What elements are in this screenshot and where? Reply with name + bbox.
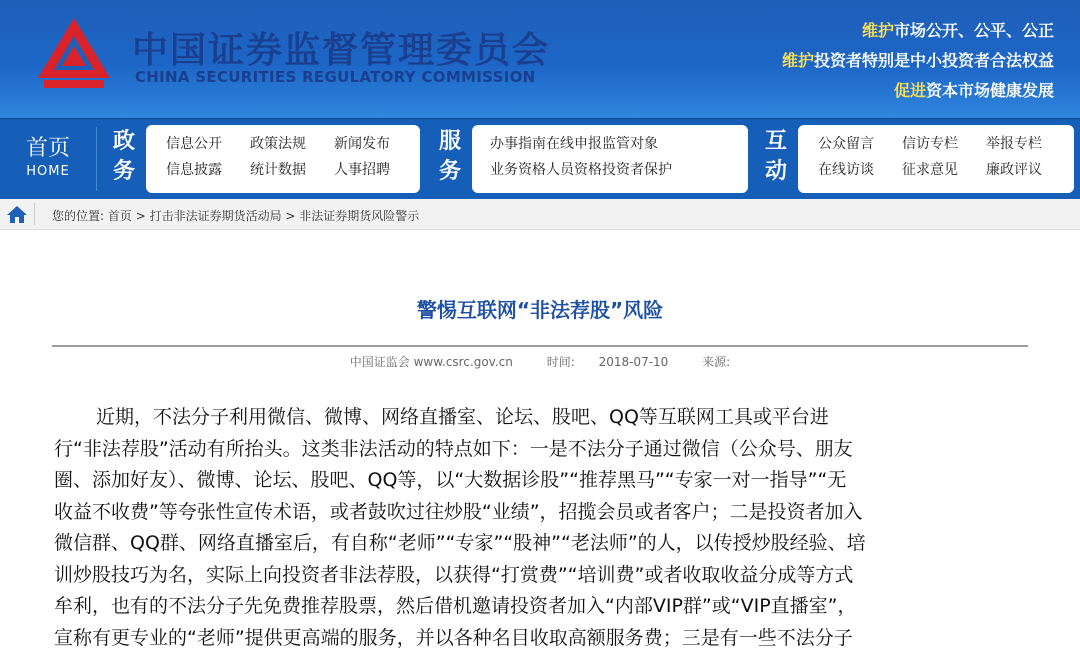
nav-link-touzizhebaohu[interactable]: 投资者保护 (602, 162, 672, 178)
nav-link-zhengcefagui[interactable]: 政策法规 (250, 133, 334, 153)
nav-link-renyuanzige[interactable]: 人员资格 (546, 162, 602, 178)
article-time: 时间: 2018-07-10 (537, 355, 679, 369)
breadcrumb-trail: 您的位置: 首页 > 打击非法证券期货活动局 > 非法证券期货风险警示 (52, 207, 419, 224)
nav-link-tongjishuju[interactable]: 统计数据 (250, 159, 334, 179)
nav-link-jubaozhuanlan[interactable]: 举报专栏 (986, 133, 1070, 153)
nav-link-zaixianshenbao[interactable]: 在线申报 (546, 136, 602, 152)
breadcrumb-prefix: 您的位置: (52, 209, 104, 223)
article-line: 宣称有更专业的“老师”提供更高端的服务，并以各种名目收取高额服务费；三是有一些不法分子 (54, 623, 1034, 654)
nav-link-banshizhinan[interactable]: 办事指南 (490, 136, 546, 152)
home-icon[interactable] (6, 204, 28, 224)
nav-home-button[interactable]: 首页 HOME (0, 119, 96, 199)
article-line: 训炒股技巧为名，实际上向投资者非法荐股，以获得“打赏费”“培训费”或者收取收益分成等方式 (54, 560, 1034, 592)
article-line: 行“非法荐股”活动有所抬头。这类非法活动的特点如下：一是不法分子通过微信（公众号、朋友 (54, 434, 1034, 466)
nav-link-xinxipilu[interactable]: 信息披露 (166, 159, 250, 179)
nav-section-label-zhengwu: 政 务 (106, 127, 142, 187)
nav-link-xinxigongkai[interactable]: 信息公开 (166, 133, 250, 153)
slogan-1: 维护市场公开、公平、公正 (782, 16, 1054, 46)
article-line: 圈、添加好友）、微博、论坛、股吧、QQ等，以“大数据诊股”“推荐黑马”“专家一对一指导”“无 (54, 465, 1034, 497)
site-title-en: CHINA SECURITIES REGULATORY COMMISSION (135, 68, 535, 86)
nav-link-zhengqiuyijian[interactable]: 征求意见 (902, 159, 986, 179)
nav-link-renshizhaopin[interactable]: 人事招聘 (334, 159, 418, 179)
slogans (782, 16, 1054, 106)
nav-link-zaixianfangtan[interactable]: 在线访谈 (818, 159, 902, 179)
nav-link-gongzhongliuyan[interactable]: 公众留言 (818, 133, 902, 153)
nav-section-label-hudong: 互 动 (758, 127, 794, 187)
nav-link-jianguanduixiang[interactable]: 监管对象 (602, 136, 658, 152)
nav-section-label-fuwu: 服 务 (432, 127, 468, 187)
nav-link-lianzhengpingyi[interactable]: 廉政评议 (986, 159, 1070, 179)
article-line: 近期，不法分子利用微信、微博、网络直播室、论坛、股吧、QQ等互联网工具或平台进 (54, 402, 1034, 434)
breadcrumb-item-home[interactable]: 首页 (108, 209, 132, 223)
article-body (54, 402, 1034, 654)
nav-link-xinwenfabu[interactable]: 新闻发布 (334, 133, 418, 153)
nav-divider (96, 127, 97, 191)
site-title-cn[interactable]: 中国证券监督管理委员会 (132, 22, 550, 73)
article-line: 牟利，也有的不法分子先免费推荐股票，然后借机邀请投资者加入“内部VIP群”或“VIP直播室”， (54, 591, 1034, 623)
breadcrumb (0, 199, 1080, 230)
article-line: 收益不收费”等夸张性宣传术语，或者鼓吹过往炒股“业绩”，招揽会员或者客户；二是投资者加入 (54, 497, 1034, 529)
article-line: 微信群、QQ群、网络直播室后，有自称“老师”“专家”“股神”“老法师”的人，以传授炒股经验、培 (54, 528, 1034, 560)
csrc-logo-icon[interactable] (34, 14, 114, 94)
main-nav (0, 118, 1080, 199)
nav-section-hudong (798, 125, 1074, 193)
nav-link-xinfangzhuanlan[interactable]: 信访专栏 (902, 133, 986, 153)
article-origin: 来源: (702, 355, 730, 369)
site-header (0, 0, 1080, 118)
breadcrumb-item-bureau[interactable]: 打击非法证券期货活动局 (150, 209, 282, 223)
article-meta (0, 353, 1080, 370)
nav-section-fuwu (472, 125, 748, 193)
breadcrumb-item-warning[interactable]: 非法证券期货风险警示 (299, 209, 419, 223)
slogan-2: 维护投资者特别是中小投资者合法权益 (782, 46, 1054, 76)
nav-section-zhengwu (146, 125, 420, 193)
breadcrumb-divider (34, 203, 35, 225)
title-divider (52, 345, 1028, 347)
article-source: 中国证监会 www.csrc.gov.cn (350, 355, 513, 369)
slogan-3: 促进资本市场健康发展 (782, 76, 1054, 106)
article-title: 警惕互联网“非法荐股”风险 (0, 294, 1080, 323)
nav-link-yewuzige[interactable]: 业务资格 (490, 162, 546, 178)
